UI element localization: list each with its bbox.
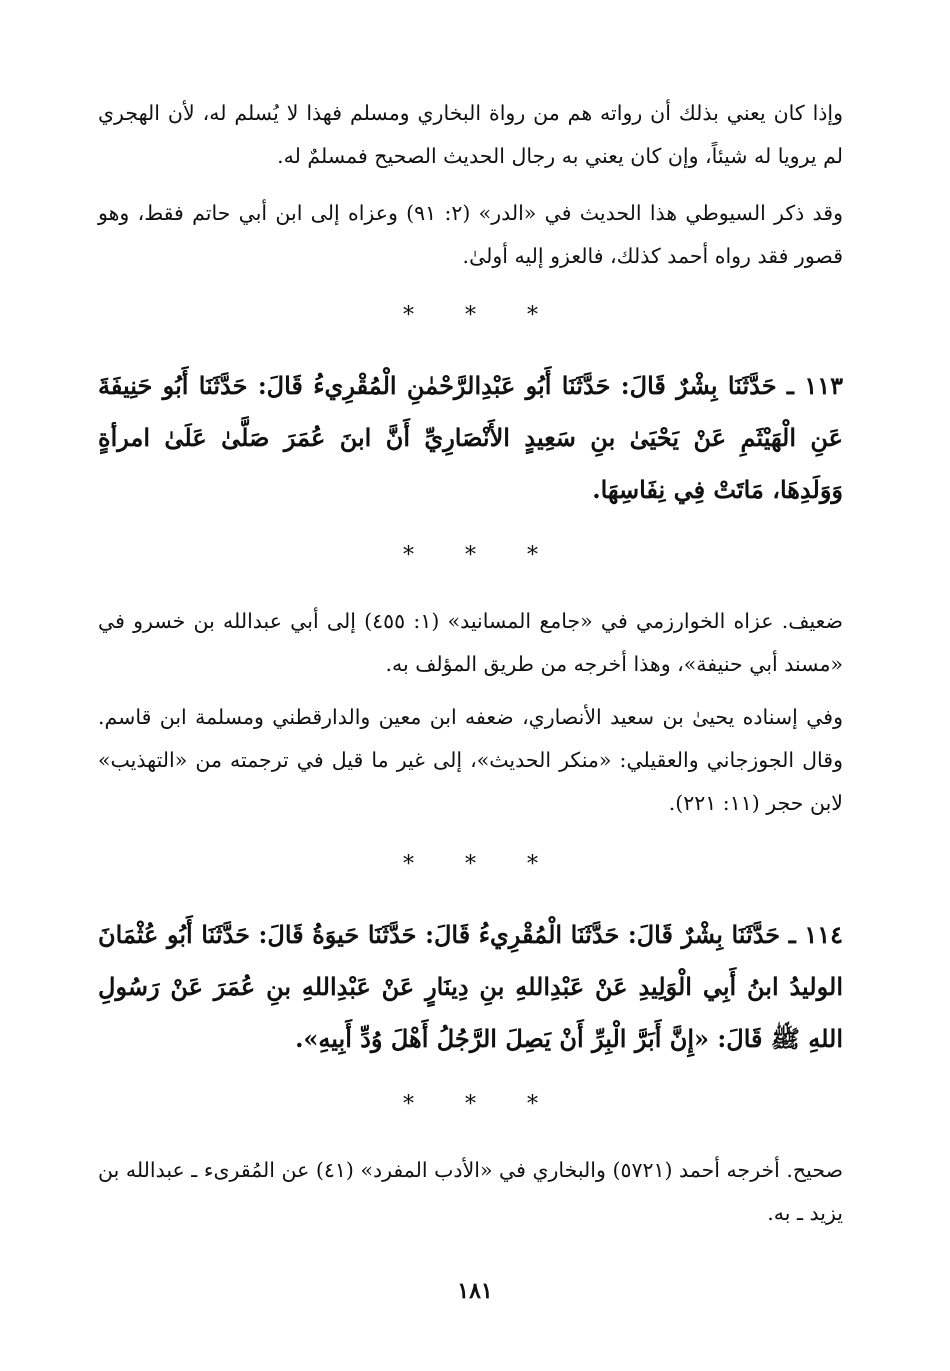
paragraph-commentary-5: صحيح. أخرجه أحمد (٥٧٢١) والبخاري في «الأدب المفرد» (٤١) عن المُقرىء ـ عبدالله بن يزيد ـ به.: [98, 1158, 843, 1225]
paragraph-commentary-1: وإذا كان يعني بذلك أن رواته هم من رواة البخاري ومسلم فهذا لا يُسلم له، لأن الهجري لم يرويا له شيئاً، وإن كان يعني به رجال الحديث الصحيح فمسلمٌ له.: [98, 101, 843, 168]
hadith-114: ١١٤ ـ حَدَّثَنَا بِشْرٌ قَالَ: حَدَّثَنَا الْمُقْرِيءُ قَالَ: حَدَّثَنَا حَيوَةُ قَالَ: حَدَّثَنَا أَبُو عُثْمَانَ الوليدُ ابنُ أَبِي الْوَلِيدِ عَنْ عَبْدِاللهِ بنِ دِينَارٍ عَنْ عَبْدِاللهِ بنِ عُمَرَ عَنْ رَسُولِ اللهِ ﷺ قَالَ: «إِنَّ أَبَرَّ الْبِرِّ أَنْ يَصِلَ الرَّجُلُ أَهْلَ وُدِّ أَبِيهِ».: [98, 920, 843, 1053]
hadith-113: ١١٣ ـ حَدَّثَنَا بِشْرٌ قَالَ: حَدَّثَنَا أَبُو عَبْدِالرَّحْمٰنِ الْمُقْرِيءُ قَالَ: حَدَّثَنَا أَبُو حَنِيفَةَ عَنِ الْهَيْثَمِ عَنْ يَحْيَىٰ بنِ سَعِيدٍ الأَنْصَارِيِّ أَنَّ ابنَ عُمَرَ صَلَّىٰ عَلَىٰ امرأةٍ وَوَلَدِهَا، مَاتَتْ فِي نِفَاسِهَا.: [98, 371, 843, 504]
section-separator: * * *: [403, 543, 560, 568]
page-number: ١٨١: [457, 1278, 493, 1304]
paragraph-commentary-2: وقد ذكر السيوطي هذا الحديث في «الدر» (٢: ٩١) وعزاه إلى ابن أبي حاتم فقط، وهو قصور فقد رواه أحمد كذلك، فالعزو إليه أولىٰ.: [98, 201, 843, 268]
page-body: [98, 92, 843, 1245]
section-separator: * * *: [403, 303, 560, 328]
section-separator: * * *: [403, 1092, 560, 1117]
section-separator: * * *: [403, 852, 560, 877]
paragraph-commentary-4: وفي إسناده يحيىٰ بن سعيد الأنصاري، ضعفه ابن معين والدارقطني ومسلمة ابن قاسم. وقال الجوزجاني والعقيلي: «منكر الحديث»، إلى غير ما قيل في ترجمته من «التهذيب» لابن حجر (١١: ٢٢١).: [98, 705, 843, 815]
paragraph-commentary-3: ضعيف. عزاه الخوارزمي في «جامع المسانيد» (١: ٤٥٥) إلى أبي عبدالله بن خسرو في «مسند أبي حنيفة»، وهذا أخرجه من طريق المؤلف به.: [98, 609, 843, 676]
